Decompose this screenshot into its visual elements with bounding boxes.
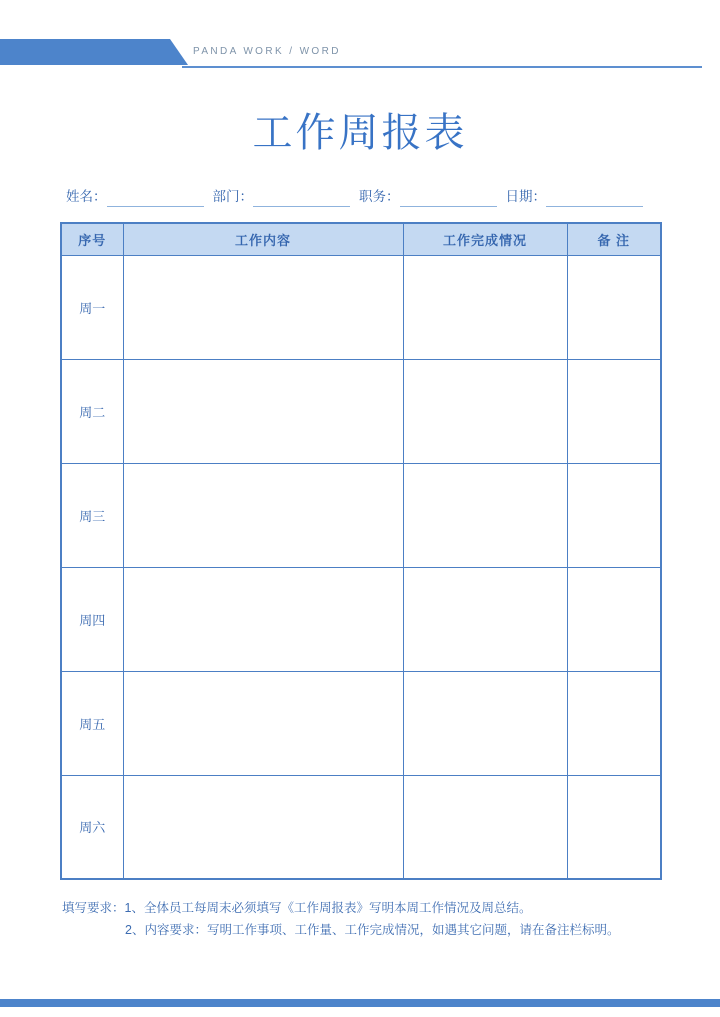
table-row-thursday [61, 567, 661, 671]
day-cell: 周一 [61, 255, 123, 359]
requirement-item-1: 1、全体员工每周末必须填写《工作周报表》写明本周工作情况及周总结。 [124, 901, 532, 915]
note-cell[interactable] [567, 255, 661, 359]
col-header-status: 工作完成情况 [403, 223, 567, 255]
day-cell: 周二 [61, 359, 123, 463]
header-divider-line [182, 66, 702, 68]
info-form-row [66, 185, 660, 207]
department-field [213, 185, 351, 207]
status-cell[interactable] [403, 567, 567, 671]
requirement-line-2 [62, 919, 619, 941]
requirement-line-1 [62, 897, 619, 919]
status-cell[interactable] [403, 255, 567, 359]
header-banner-shape [0, 39, 188, 65]
status-cell[interactable] [403, 775, 567, 879]
date-field [506, 185, 644, 207]
table-row-wednesday [61, 463, 661, 567]
note-cell[interactable] [567, 671, 661, 775]
note-cell[interactable] [567, 463, 661, 567]
col-header-note: 备 注 [567, 223, 661, 255]
note-cell[interactable] [567, 567, 661, 671]
page-title: 工作周报表 [252, 111, 468, 155]
footer-bar [0, 999, 720, 1007]
requirement-item-2: 2、内容要求：写明工作事项、工作量、工作完成情况，如遇其它问题，请在备注栏标明。 [125, 923, 620, 937]
table-header-row [61, 223, 661, 255]
department-input-line[interactable] [253, 192, 350, 207]
col-header-index: 序号 [61, 223, 123, 255]
day-cell: 周三 [61, 463, 123, 567]
note-cell[interactable] [567, 775, 661, 879]
date-input-line[interactable] [546, 192, 643, 207]
content-cell[interactable] [123, 567, 403, 671]
table-row-monday [61, 255, 661, 359]
weekly-report-table [60, 222, 662, 880]
brand-text: PANDA WORK / WORD [193, 46, 341, 57]
status-cell[interactable] [403, 359, 567, 463]
name-input-line[interactable] [107, 192, 204, 207]
table-row-saturday [61, 775, 661, 879]
note-cell[interactable] [567, 359, 661, 463]
col-header-content: 工作内容 [123, 223, 403, 255]
day-cell: 周六 [61, 775, 123, 879]
name-field [66, 185, 204, 207]
status-cell[interactable] [403, 671, 567, 775]
position-field [359, 185, 497, 207]
day-cell: 周五 [61, 671, 123, 775]
table-row-tuesday [61, 359, 661, 463]
content-cell[interactable] [123, 359, 403, 463]
content-cell[interactable] [123, 255, 403, 359]
content-cell[interactable] [123, 671, 403, 775]
table-row-friday [61, 671, 661, 775]
position-input-line[interactable] [400, 192, 497, 207]
position-label: 职务： [359, 189, 400, 204]
content-cell[interactable] [123, 775, 403, 879]
department-label: 部门： [212, 189, 253, 204]
status-cell[interactable] [403, 463, 567, 567]
content-cell[interactable] [123, 463, 403, 567]
fill-requirements [62, 897, 619, 941]
name-label: 姓名： [66, 189, 107, 204]
day-cell: 周四 [61, 567, 123, 671]
date-label: 日期： [505, 189, 546, 204]
requirements-label: 填写要求： [62, 901, 125, 915]
